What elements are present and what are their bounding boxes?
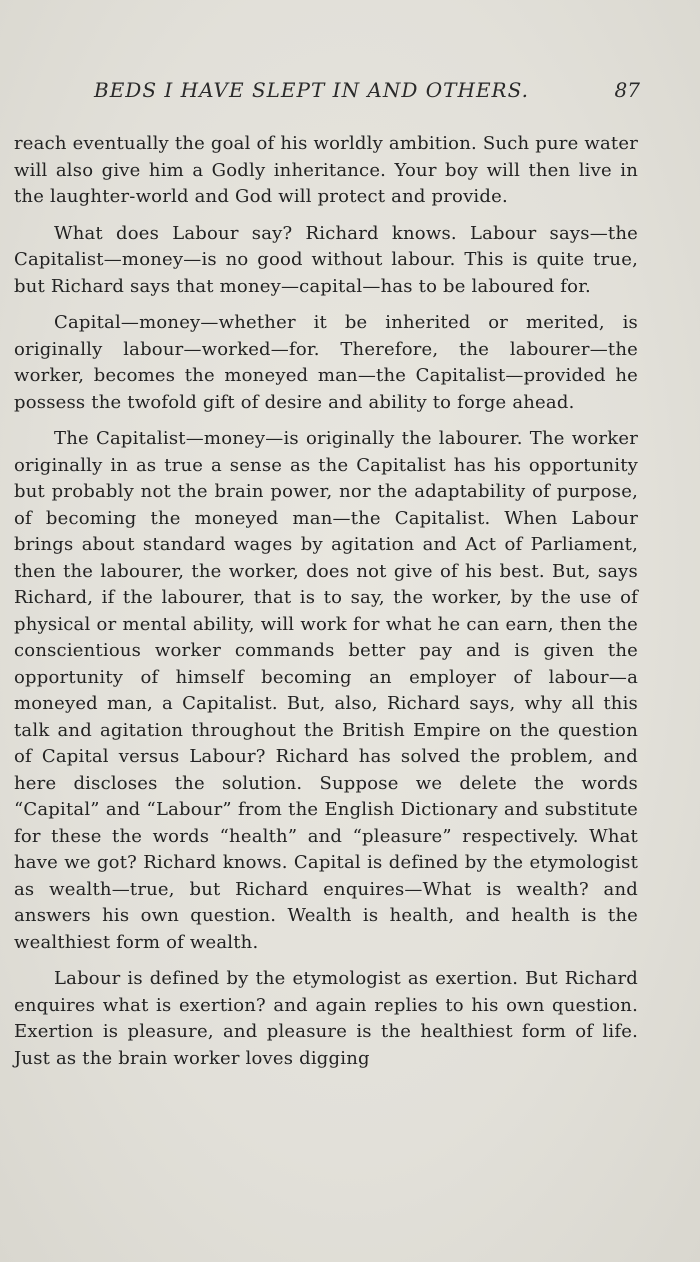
body-text [14, 131, 638, 1082]
paragraph-5: Labour is defined by the etymologist as exertion. But Richard enquires what is exertion? and again replies to his own question. Exertion is pleasure, and pleasure is the healthiest form of life. Just as the brain worker loves digging [14, 968, 638, 1069]
paragraph-1: reach eventually the goal of his worldly ambition. Such pure water will also give him a Godly inheritance. Your boy will then live in the laughter-world and God will protect and provide. [14, 133, 638, 207]
paragraph-2: What does Labour say? Richard knows. Labour says—the Capitalist—money—is no good without labour. This is quite true, but Richard says that money—capital—has to be laboured for. [14, 222, 638, 297]
paragraph-4: The Capitalist—money—is originally the labourer. The worker originally in as true a sense as the Capitalist has his opportunity but probably not the brain power, nor the adaptability of purpose, of becoming the moneyed man—the Capitalist. When Labour brings about standard wages by agitation and Act of Parliament, then the labourer, the worker, does not give of his best. But, says Richard, if the labourer, that is to say, the worker, by the use of physical or mental ability, will work for what he can earn, then the conscientious worker commands better pay and is given the opportunity of himself becoming an employer of labour—a moneyed man, a Capitalist. But, also, Richard says, why all this talk and agitation throughout the British Empire on the question of Capital versus Labour? Richard has solved the problem, and here discloses the solution. Suppose we delete the words “Capital” and “Labour” from the English Dictionary and substitute for these the words “health” and “pleasure” respectively. What have we got? Richard knows. Capital is defined by the etymologist as wealth—true, but Richard enquires—What is wealth? and answers his own question. Wealth is health, and health is the wealthiest form of wealth. [14, 428, 638, 953]
paragraph-3: Capital—money—whether it be inherited or merited, is originally labour—worked—for. Therefore, the labourer—the worker, becomes the moneyed man—the Capitalist—provided he possess the twofold gift of desire and ability to forge ahead. [14, 312, 638, 413]
running-title: BEDS I HAVE SLEPT IN AND OTHERS. [94, 78, 529, 102]
page-number: 87 [614, 78, 640, 102]
running-head [14, 78, 640, 108]
